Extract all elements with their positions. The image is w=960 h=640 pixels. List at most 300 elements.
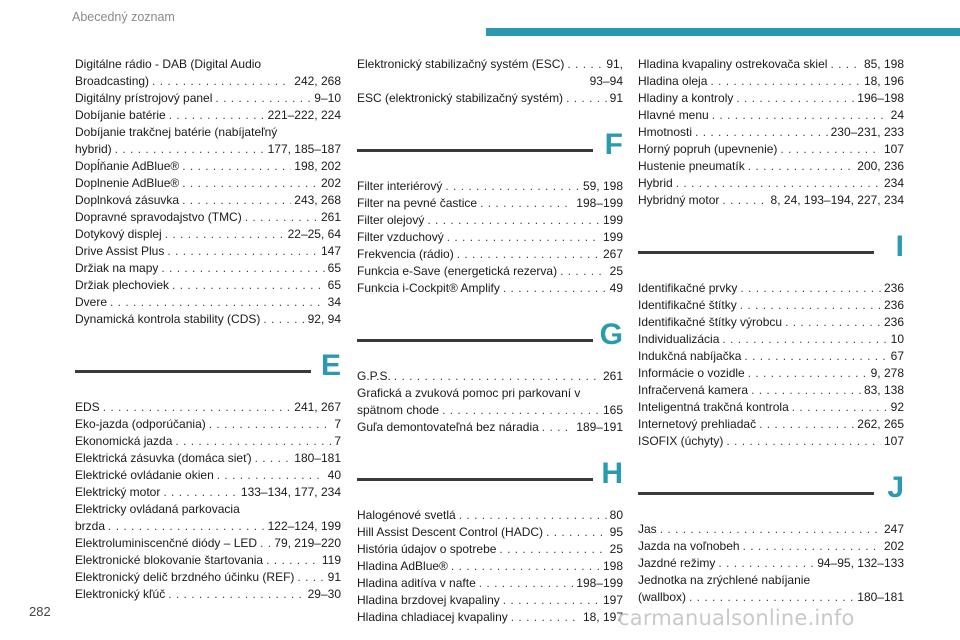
entry-line (638, 416, 904, 433)
index-entry (75, 569, 341, 586)
entry-pages: 221–222, 224 (267, 108, 341, 122)
entry-line (357, 368, 623, 385)
dot-leader (161, 260, 324, 277)
entry-line (638, 314, 904, 331)
entry-pages: 95 (609, 525, 623, 539)
dot-leader (722, 331, 887, 348)
index-entry (638, 192, 904, 209)
index-entry (638, 314, 904, 331)
entry-term: Filter na pevné častice (357, 196, 478, 210)
dot-leader (743, 538, 881, 555)
entry-term: Hladina aditíva v nafte (357, 576, 476, 590)
entry-line (75, 399, 341, 416)
entry-term: Internetový prehliadač (638, 417, 757, 431)
entry-line (75, 484, 341, 501)
index-entry (357, 524, 623, 541)
entry-line (75, 416, 341, 433)
entry-pages: 180–181 (294, 451, 341, 465)
index-entry (75, 467, 341, 484)
entry-line (75, 175, 341, 192)
dot-leader (751, 382, 861, 399)
entry-pages: 199 (602, 213, 623, 227)
entry-pages: 10 (890, 332, 904, 346)
dot-leader (167, 243, 318, 260)
entry-pages: 94–95, 132–133 (817, 556, 904, 570)
dot-leader (457, 246, 600, 263)
entry-term: Hladina AdBlue® (357, 559, 448, 573)
index-entry (357, 195, 623, 212)
entry-term-continuation: hybrid) (75, 142, 112, 156)
entry-term: Jas (638, 522, 657, 536)
index-entry (75, 56, 341, 90)
entry-line (638, 107, 904, 124)
dot-leader (560, 263, 607, 280)
dot-leader (546, 524, 607, 541)
entry-pages: 29–30 (307, 587, 341, 601)
index-entry (75, 552, 341, 569)
dot-leader (718, 555, 814, 572)
dot-leader (710, 73, 861, 90)
index-entry (357, 368, 623, 385)
index-entry (75, 416, 341, 433)
entry-term: Infračervená kamera (638, 383, 749, 397)
dot-leader (245, 209, 318, 226)
entry-line (638, 538, 904, 555)
entry-pages: 198–199 (576, 576, 623, 590)
entry-term: História údajov o spotrebe (357, 542, 497, 556)
entry-pages: 7 (334, 434, 341, 448)
section-letter: H (601, 457, 623, 490)
entry-line (357, 524, 623, 541)
dot-leader (152, 73, 291, 90)
section-letter: J (887, 471, 904, 504)
entry-term-continuation: (wallbox) (638, 590, 687, 604)
entry-line (357, 280, 623, 297)
index-entry (75, 260, 341, 277)
dot-leader (168, 586, 304, 603)
entry-pages: 91, (606, 57, 623, 71)
entry-pages: 65 (327, 261, 341, 275)
entry-term: Dopĺňanie AdBlue® (75, 159, 180, 173)
entry-line (75, 294, 341, 311)
entry-term: Horný popruh (upevnenie) (638, 142, 778, 156)
entry-term: Filter interiérový (357, 179, 443, 193)
index-entry (75, 311, 341, 328)
entry-line (75, 552, 341, 569)
dot-leader (736, 90, 854, 107)
index-entry (75, 226, 341, 243)
entry-pages: 22–25, 64 (287, 227, 341, 241)
index-entry (638, 124, 904, 141)
dot-leader (215, 90, 311, 107)
entry-pages: 202 (883, 539, 904, 553)
entry-pages: 180–181 (857, 590, 904, 604)
index-entry (638, 348, 904, 365)
index-entry (638, 90, 904, 107)
entry-term: Držiak plechoviek (75, 278, 170, 292)
entry-term: Hladiny a kontroly (638, 91, 734, 105)
entry-term: Hybridný motor (638, 193, 720, 207)
index-entry (357, 90, 623, 107)
entry-line (638, 589, 904, 606)
dot-leader (503, 592, 600, 609)
index-entry (638, 297, 904, 314)
entry-line (75, 158, 341, 175)
entry-line (638, 331, 904, 348)
entry-pages: 25 (609, 542, 623, 556)
index-entry (75, 399, 341, 416)
entry-line (638, 433, 904, 450)
entry-pages: 65 (327, 278, 341, 292)
entry-term: Dobíjanie batérie (75, 108, 166, 122)
index-entry (75, 107, 341, 124)
entry-pages: 261 (602, 369, 623, 383)
entry-line (638, 124, 904, 141)
index-entry (638, 158, 904, 175)
entry-line (357, 229, 623, 246)
index-entry (75, 90, 341, 107)
page-header-title: Abecedný zoznam (72, 10, 175, 24)
entry-pages: 92 (890, 400, 904, 414)
entry-pages: 199 (602, 230, 623, 244)
index-entry (357, 178, 623, 195)
entry-pages: 67 (890, 349, 904, 363)
entry-pages: 230–231, 233 (830, 125, 904, 139)
entry-line (357, 263, 623, 280)
entry-line (357, 90, 623, 107)
entry-pages: 34 (327, 295, 341, 309)
entry-line (75, 73, 341, 90)
entry-pages: 247 (883, 522, 904, 536)
dot-leader (744, 348, 887, 365)
entry-pages: 261 (320, 210, 341, 224)
entry-term: Hladina chladiacej kvapaliny (357, 610, 508, 624)
entry-term: Grafická a zvuková pomoc pri parkovaní v (357, 386, 581, 400)
dot-leader (451, 558, 600, 575)
entry-term: Elektrický motor (75, 485, 161, 499)
dot-leader (759, 416, 854, 433)
entry-term-continuation: brzda (75, 519, 106, 533)
entry-term: Jazda na voľnobeh (638, 539, 740, 553)
entry-line (75, 518, 341, 535)
entry-term: Elektrická zásuvka (domáca sieť) (75, 451, 252, 465)
dot-leader (722, 192, 767, 209)
section-letter: E (320, 349, 341, 382)
entry-term: Funkcia i-Cockpit® Amplify (357, 281, 500, 295)
entry-line (75, 467, 341, 484)
entry-line (357, 507, 623, 524)
entry-line (75, 311, 341, 328)
entry-pages: 241, 267 (294, 400, 341, 414)
index-entry (357, 385, 623, 419)
entry-line (357, 178, 623, 195)
section-divider (75, 346, 341, 392)
entry-line (357, 575, 623, 592)
entry-term: Elektronický stabilizačný systém (ESC) (357, 57, 565, 71)
entry-line (75, 141, 341, 158)
page-number: 282 (29, 604, 51, 619)
dot-leader (503, 280, 607, 297)
index-entry (75, 192, 341, 209)
entry-pages: 18, 197 (582, 610, 623, 624)
entry-line (75, 192, 341, 209)
entry-term: Doplnenie AdBlue® (75, 176, 180, 190)
entry-pages: 267 (602, 247, 623, 261)
entry-term: Eko-jazda (odporúčania) (75, 417, 206, 431)
entry-term: Frekvencia (rádio) (357, 247, 454, 261)
dot-leader (103, 399, 292, 416)
index-entry (638, 73, 904, 90)
entry-line (638, 399, 904, 416)
entry-pages: 80 (609, 508, 623, 522)
entry-line (357, 558, 623, 575)
section-rule (357, 478, 593, 481)
entry-term: Dvere (75, 295, 108, 309)
entry-line (357, 402, 623, 419)
index-entry (638, 572, 904, 606)
entry-pages: 107 (883, 142, 904, 156)
entry-term: Filter olejový (357, 213, 425, 227)
entry-term: Hustenie pneumatík (638, 159, 745, 173)
section-divider (357, 454, 623, 500)
dot-leader (748, 365, 868, 382)
entry-line (75, 433, 341, 450)
index-entry (357, 246, 623, 263)
entry-pages: 133–134, 177, 234 (240, 485, 341, 499)
entry-term: Inteligentná trakčná kontrola (638, 400, 789, 414)
index-entry (75, 175, 341, 192)
entry-line (357, 609, 623, 626)
entry-pages: 197 (602, 593, 623, 607)
dot-leader (792, 399, 888, 416)
index-entry (357, 263, 623, 280)
dot-leader (712, 107, 888, 124)
entry-line (638, 141, 904, 158)
index-entry (75, 433, 341, 450)
section-rule (638, 492, 874, 495)
entry-line (638, 348, 904, 365)
entry-pages: 198–199 (576, 196, 623, 210)
entry-pages: 79, 219–220 (274, 536, 341, 550)
entry-pages: 243, 268 (294, 193, 341, 207)
entry-pages: 198 (602, 559, 623, 573)
entry-term: Hybrid (638, 176, 673, 190)
index-entry (75, 294, 341, 311)
dot-leader (110, 294, 325, 311)
section-rule (75, 370, 311, 373)
entry-pages: 122–124, 199 (267, 519, 341, 533)
entry-term: Elektronický kľúč (75, 587, 166, 601)
index-entry (638, 107, 904, 124)
dot-leader (297, 569, 324, 586)
index-entry (638, 365, 904, 382)
entry-pages: 200, 236 (857, 159, 904, 173)
dot-leader (660, 521, 881, 538)
dot-leader (499, 541, 606, 558)
entry-term: Individualizácia (638, 332, 720, 346)
entry-pages: 24 (890, 108, 904, 122)
entry-line (638, 280, 904, 297)
entry-line (638, 521, 904, 538)
entry-pages: 59, 198 (582, 179, 623, 193)
entry-term: Doplnková zásuvka (75, 193, 180, 207)
dot-leader (740, 297, 881, 314)
index-entry (75, 209, 341, 226)
entry-term: Dotykový displej (75, 227, 162, 241)
header-accent-bar (486, 28, 960, 36)
index-column-1 (75, 56, 341, 603)
index-entry (638, 280, 904, 297)
entry-line (75, 450, 341, 467)
section-divider (638, 468, 904, 514)
entry-pages: 119 (321, 553, 341, 567)
dot-leader (740, 280, 881, 297)
entry-term: Guľa demontovateľná bez náradia (357, 420, 539, 434)
entry-term: Informácie o vozidle (638, 366, 745, 380)
index-entry (75, 484, 341, 501)
index-entry (638, 56, 904, 73)
dot-leader (266, 552, 319, 569)
dot-leader (175, 433, 331, 450)
dot-leader (447, 229, 600, 246)
index-entry (638, 331, 904, 348)
dot-leader (542, 419, 573, 436)
entry-pages: 202 (320, 176, 341, 190)
entry-term: Elektricky ovládaná parkovacia (75, 502, 240, 516)
entry-pages: 49 (609, 281, 623, 295)
entry-term: Elektronický delič brzdného účinku (REF) (75, 570, 295, 584)
dot-leader (108, 518, 265, 535)
entry-term: Drive Assist Plus (75, 244, 165, 258)
entry-term: Identifikačné prvky (638, 281, 738, 295)
entry-pages: 236 (883, 298, 904, 312)
entry-term: Identifikačné štítky (638, 298, 737, 312)
dot-leader (217, 467, 325, 484)
entry-term: Hladina oleja (638, 74, 708, 88)
dot-leader (427, 212, 600, 229)
section-letter: G (599, 318, 623, 351)
entry-term: Digitálny prístrojový panel (75, 91, 213, 105)
entry-pages: 91 (327, 570, 341, 584)
entry-line (638, 555, 904, 572)
index-entry (357, 592, 623, 609)
entry-pages: 9, 278 (870, 366, 904, 380)
entry-line (75, 107, 341, 124)
dot-leader (785, 314, 881, 331)
entry-pages: 242, 268 (294, 74, 341, 88)
dot-leader (255, 450, 292, 467)
entry-pages: 198, 202 (294, 159, 341, 173)
entry-line (638, 56, 904, 73)
entry-term: Elektronické blokovanie štartovania (75, 553, 264, 567)
entry-term: ISOFIX (úchyty) (638, 434, 724, 448)
dot-leader (263, 311, 304, 328)
entry-line (75, 226, 341, 243)
dot-leader (445, 178, 580, 195)
entry-pages: 236 (883, 315, 904, 329)
entry-pages-continuation: 93–94 (589, 74, 623, 88)
entry-pages: 40 (327, 468, 341, 482)
entry-line (75, 243, 341, 260)
section-letter: I (895, 230, 904, 263)
entry-line (357, 56, 623, 73)
section-letter: F (604, 128, 623, 161)
entry-line (638, 365, 904, 382)
dot-leader (163, 484, 238, 501)
entry-pages: 9–10 (314, 91, 341, 105)
entry-pages: 165 (602, 403, 623, 417)
entry-line (75, 277, 341, 294)
entry-line (75, 90, 341, 107)
entry-term: Hladina brzdovej kvapaliny (357, 593, 500, 607)
dot-leader (169, 107, 265, 124)
entry-line (357, 195, 623, 212)
entry-line (357, 419, 623, 436)
entry-term: Držiak na mapy (75, 261, 159, 275)
entry-term: Hladina kvapaliny ostrekovača skiel (638, 57, 828, 71)
dot-leader (182, 192, 291, 209)
entry-line (75, 260, 341, 277)
entry-term: Identifikačné štítky výrobcu (638, 315, 783, 329)
entry-pages: 262, 265 (857, 417, 904, 431)
index-entry (638, 141, 904, 158)
section-divider (357, 315, 623, 361)
dot-leader (182, 175, 318, 192)
entry-term: Indukčná nabíjačka (638, 349, 742, 363)
entry-term-continuation: Broadcasting) (75, 74, 150, 88)
entry-term: Jazdné režimy (638, 556, 716, 570)
dot-leader (726, 433, 881, 450)
dot-leader (260, 535, 271, 552)
entry-pages: 8, 24, 193–194, 227, 234 (770, 193, 904, 207)
dot-leader (479, 575, 574, 592)
section-rule (638, 251, 874, 254)
index-entry (357, 609, 623, 626)
entry-line (638, 158, 904, 175)
dot-leader (459, 507, 607, 524)
dot-leader (442, 402, 600, 419)
entry-line (357, 541, 623, 558)
entry-term: G.P.S. (357, 369, 391, 383)
entry-term: Digitálne rádio - DAB (Digital Audio (75, 57, 262, 71)
section-divider (638, 227, 904, 273)
entry-line (357, 592, 623, 609)
entry-pages: 7 (334, 417, 341, 431)
dot-leader (209, 416, 332, 433)
entry-term: Hlavné menu (638, 108, 709, 122)
dot-leader (689, 589, 854, 606)
index-entry (75, 158, 341, 175)
index-entry (75, 124, 341, 158)
entry-pages: 177, 185–187 (267, 142, 341, 156)
entry-line (638, 175, 904, 192)
index-entry (638, 555, 904, 572)
entry-pages: 18, 196 (863, 74, 904, 88)
index-entry (638, 433, 904, 450)
section-rule (357, 339, 593, 342)
dot-leader (480, 195, 573, 212)
entry-line (75, 586, 341, 603)
entry-line (75, 209, 341, 226)
index-entry (357, 507, 623, 524)
entry-term: Elektroluminiscenčné diódy – LED (75, 536, 258, 550)
index-entry (638, 399, 904, 416)
dot-leader (165, 226, 285, 243)
dot-leader (394, 368, 600, 385)
entry-pages: 236 (883, 281, 904, 295)
entry-term: Dopravné spravodajstvo (TMC) (75, 210, 242, 224)
entry-term-continuation: spätnom chode (357, 403, 440, 417)
